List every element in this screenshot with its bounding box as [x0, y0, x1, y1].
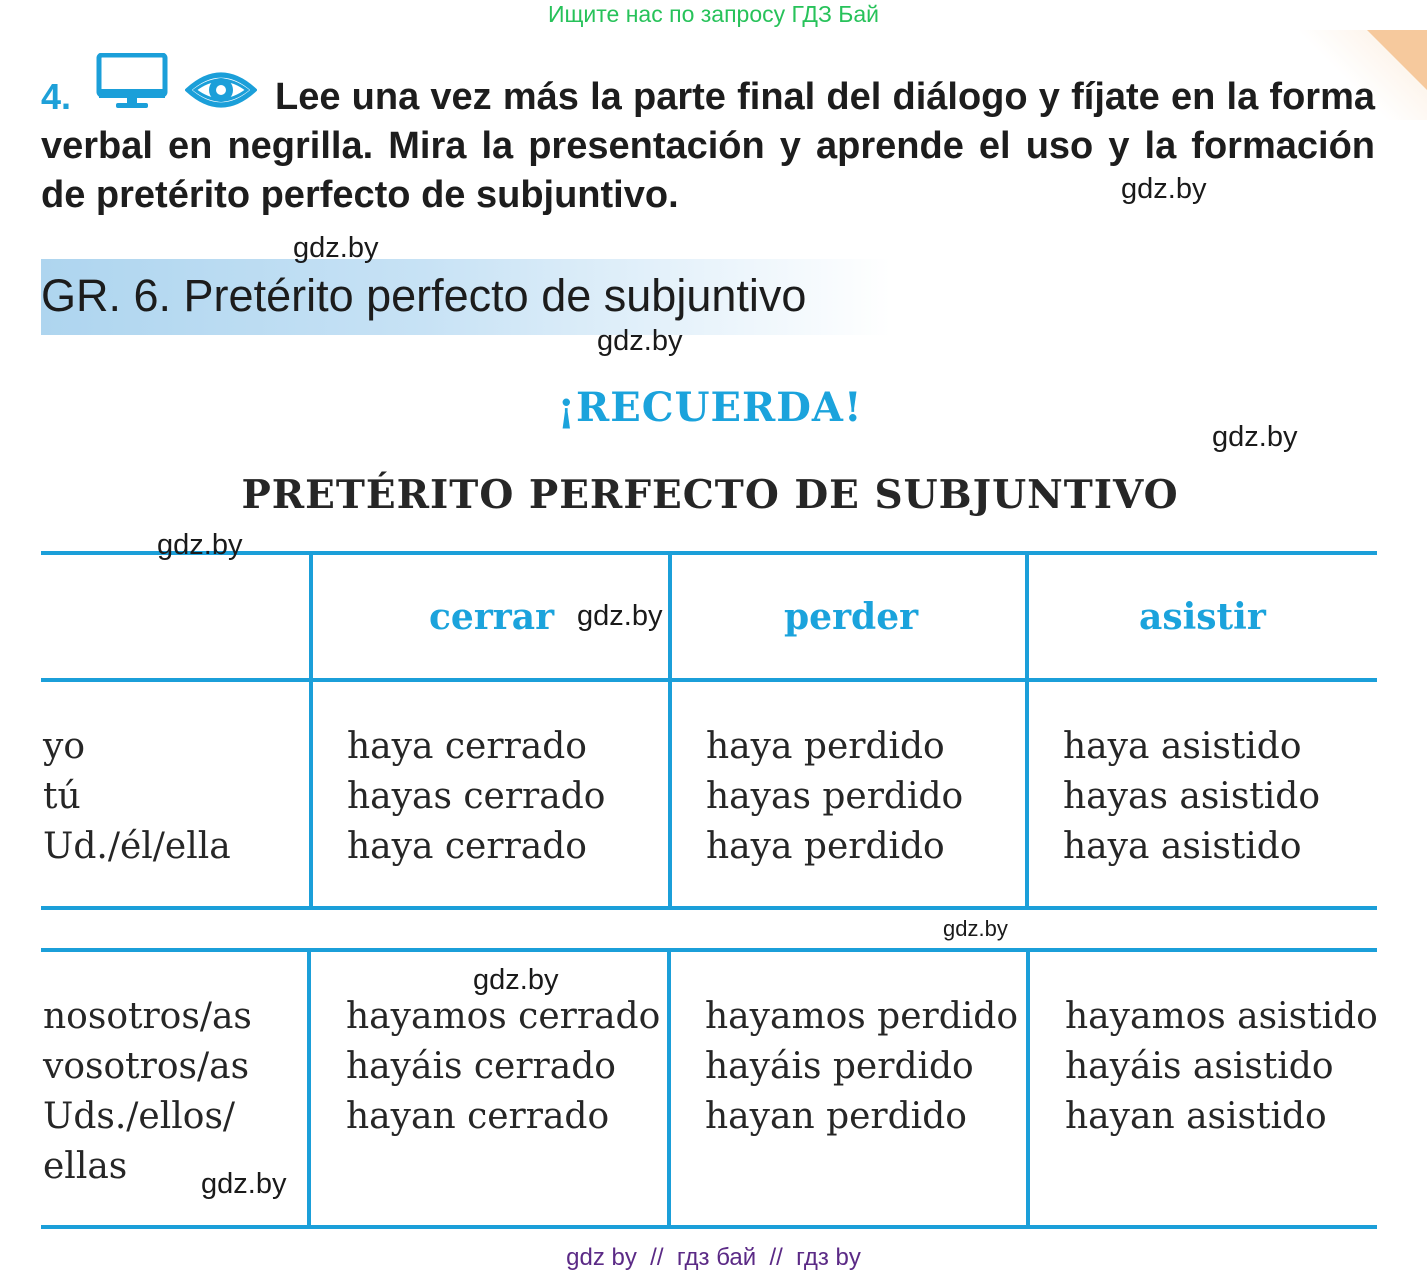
- table-rule-plural-top: [41, 948, 1377, 952]
- verb-form: hayáis cerrado: [346, 1046, 616, 1087]
- verb-header-cerrar: cerrar: [429, 596, 555, 638]
- singular-persons: [43, 722, 231, 872]
- verb-form: hayas cerrado: [347, 776, 606, 817]
- verb-form: haya cerrado: [347, 726, 587, 767]
- verb-form: hayamos cerrado: [346, 996, 661, 1037]
- recuerda-heading: ¡RECUERDA!: [557, 384, 863, 431]
- exercise-number: 4.: [41, 76, 72, 117]
- watermark: gdz.by: [157, 529, 243, 561]
- person-label: ellas: [43, 1146, 128, 1187]
- verb-form: hayas asistido: [1063, 776, 1320, 817]
- table-title: PRETÉRITO PERFECTO DE SUBJUNTIVO: [241, 472, 1179, 518]
- plural-persons: [43, 992, 252, 1192]
- verb-form: hayáis asistido: [1065, 1046, 1334, 1087]
- table-divider: [667, 948, 671, 1229]
- verb-header-asistir: asistir: [1139, 596, 1266, 638]
- verb-form: haya perdido: [706, 726, 945, 767]
- verb-form: haya asistido: [1063, 826, 1302, 867]
- verb-form: hayan perdido: [705, 1096, 967, 1137]
- singular-forms-perder: [706, 722, 963, 872]
- singular-forms-asistir: [1063, 722, 1320, 872]
- person-label: Ud./él/ella: [43, 826, 231, 867]
- table-divider: [309, 551, 313, 910]
- watermark: gdz.by: [293, 232, 379, 264]
- verb-form: haya perdido: [706, 826, 945, 867]
- verb-form: hayáis perdido: [705, 1046, 974, 1087]
- page-corner-fold: [1367, 30, 1427, 90]
- watermark: gdz.by: [1212, 421, 1298, 453]
- plural-forms-asistir: [1065, 992, 1378, 1142]
- verb-form: haya asistido: [1063, 726, 1302, 767]
- person-label: Uds./ellos/: [43, 1096, 236, 1137]
- table-divider: [668, 551, 672, 910]
- person-label: tú: [43, 776, 81, 817]
- plural-forms-cerrar: [346, 992, 660, 1142]
- watermark: gdz.by: [201, 1168, 287, 1200]
- table-rule-singular-bottom: [41, 906, 1377, 910]
- verb-form: hayamos perdido: [705, 996, 1019, 1037]
- verb-header-perder: perder: [784, 596, 919, 638]
- table-divider: [1026, 948, 1030, 1229]
- verb-form: hayan asistido: [1065, 1096, 1327, 1137]
- watermark: gdz.by: [577, 600, 663, 632]
- top-banner: Ищите нас по запросу ГДЗ Бай: [547, 1, 880, 27]
- table-rule-header: [41, 678, 1377, 682]
- watermark: gdz.by: [1121, 173, 1207, 205]
- verb-form: hayas perdido: [706, 776, 964, 817]
- person-label: yo: [43, 726, 86, 767]
- plural-forms-perder: [705, 992, 1018, 1142]
- monitor-icon: [96, 53, 168, 109]
- table-divider: [1025, 551, 1029, 910]
- person-label: nosotros/as: [43, 996, 252, 1037]
- person-label: vosotros/as: [43, 1046, 250, 1087]
- table-rule-bottom: [41, 1225, 1377, 1229]
- footer-links: gdz by // гдз бай // гдз by: [566, 1244, 861, 1271]
- watermark: gdz.by: [943, 916, 1008, 941]
- verb-form: haya cerrado: [347, 826, 587, 867]
- verb-form: hayan cerrado: [346, 1096, 610, 1137]
- exercise-instruction: Lee una vez más la parte final del diálogo y fíjate en la forma verbal en negrilla. Mira la presentación y aprende el uso y la formación de pretérito perfecto de subjuntivo.: [41, 76, 1375, 216]
- verb-form: hayamos asistido: [1065, 996, 1378, 1037]
- table-divider: [307, 948, 311, 1229]
- eye-icon: [185, 68, 257, 112]
- section-title: GR. 6. Pretérito perfecto de subjuntivo: [41, 270, 807, 321]
- singular-forms-cerrar: [347, 722, 605, 872]
- watermark: gdz.by: [597, 325, 683, 357]
- watermark: gdz.by: [473, 964, 559, 996]
